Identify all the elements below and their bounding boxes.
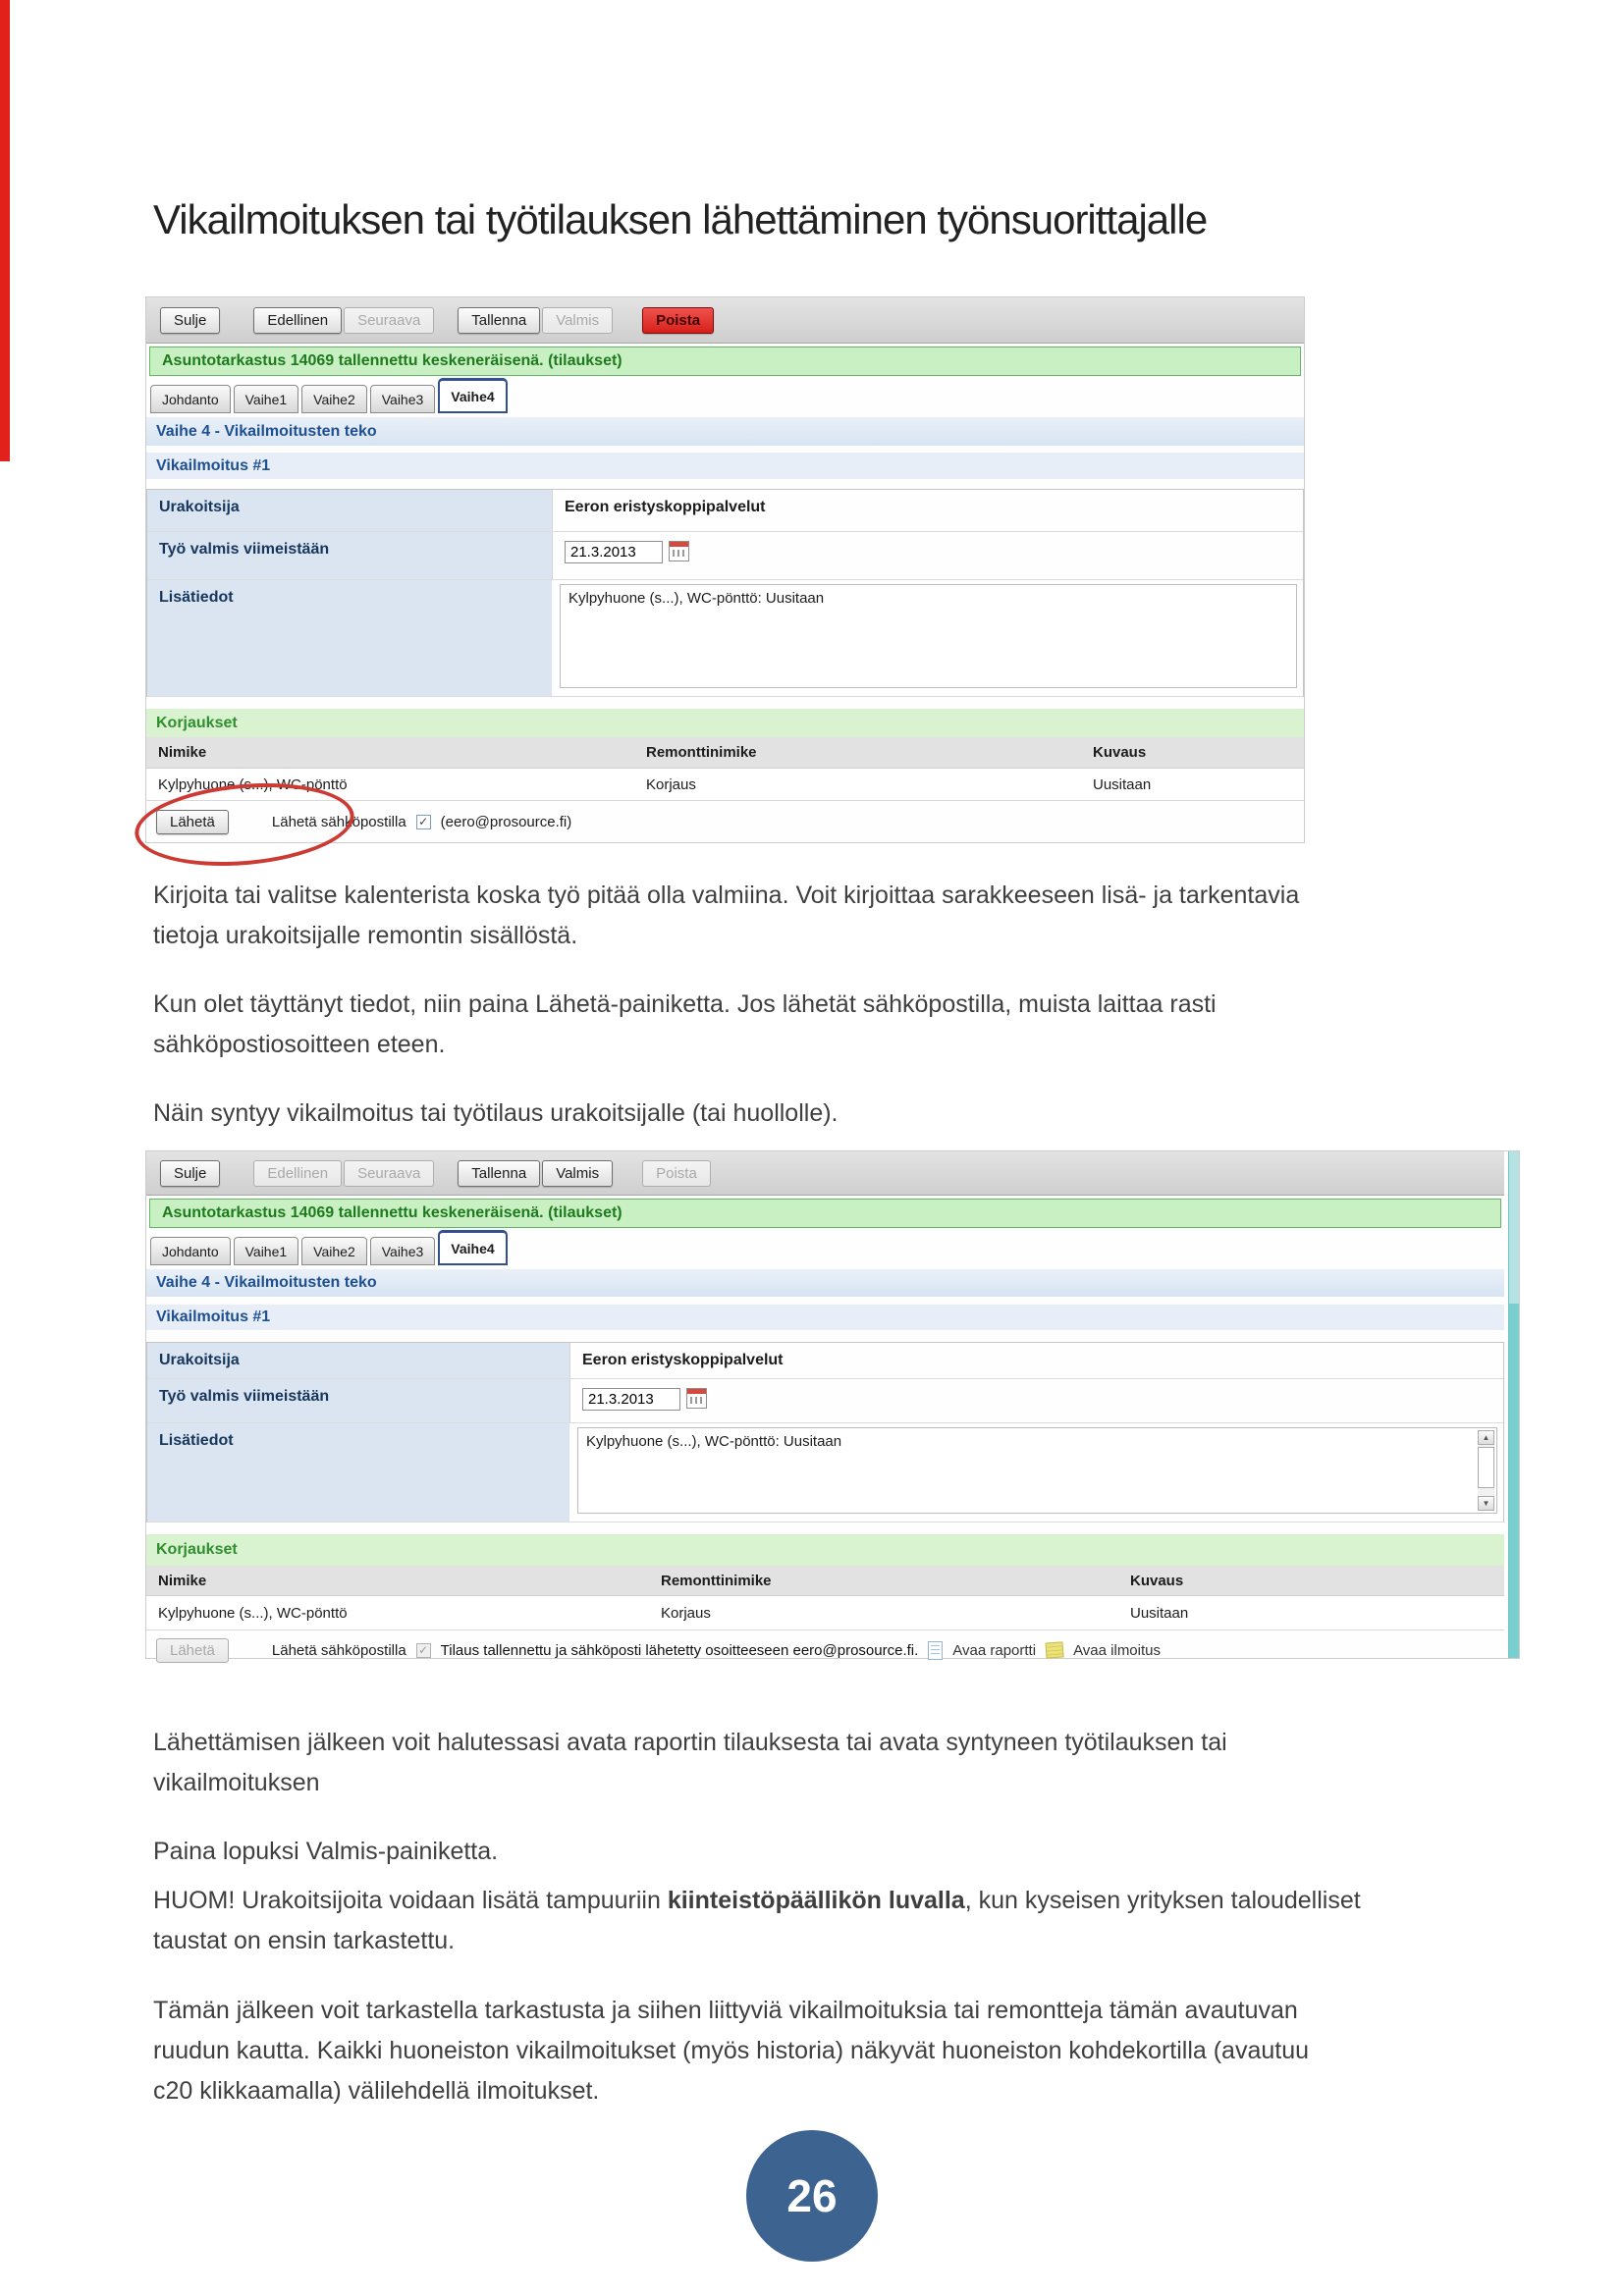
notice-note-icon[interactable] <box>1046 1641 1064 1658</box>
deadline-label: Työ valmis viimeistään <box>147 532 552 579</box>
tab-johdanto[interactable]: Johdanto <box>150 1237 231 1265</box>
column-header: Remonttinimike <box>646 744 757 761</box>
scroll-up-icon[interactable]: ▲ <box>1478 1430 1494 1445</box>
body-paragraph: HUOM! Urakoitsijoita voidaan lisätä tampuuriin kiinteistöpäällikön luvalla, kun kyseisen yrityksen taloudelliset taustat on ensin tarkastettu. <box>153 1887 1361 1954</box>
report-header: Vikailmoitus #1 <box>146 453 1304 479</box>
page-title: Vikailmoituksen tai työtilauksen lähettäminen työnsuorittajalle <box>153 196 1208 242</box>
open-notice-link[interactable]: Avaa ilmoitus <box>1073 1641 1161 1659</box>
tab-bar <box>146 1234 1504 1265</box>
report-document-icon[interactable] <box>928 1641 943 1660</box>
scroll-down-icon[interactable]: ▼ <box>1478 1496 1494 1511</box>
repairs-table-header <box>146 1566 1504 1596</box>
next-button[interactable]: Seuraava <box>344 1160 434 1187</box>
calendar-icon[interactable] <box>669 541 689 561</box>
window-scrollbar[interactable] <box>1508 1151 1519 1658</box>
table-row[interactable]: Kylpyhuone (s...), WC-pönttö Korjaus Uusitaan <box>146 769 1304 801</box>
send-status-text: Tilaus tallennettu ja sähköposti lähetetty osoitteeseen eero@prosource.fi. <box>440 1641 919 1659</box>
column-header: Remonttinimike <box>661 1572 772 1589</box>
repairs-header: Korjaukset <box>146 709 1304 737</box>
body-paragraph: Kirjoita tai valitse kalenterista koska työ pitää olla valmiina. Voit kirjoittaa sarakkeeseen lisä- ja tarkentavia tietoja urakoitsijalle remontin sisällöstä. <box>153 881 1300 949</box>
details-textarea[interactable]: Kylpyhuone (s...), WC-pönttö: Uusitaan ▲ ▼ <box>577 1427 1497 1514</box>
save-button[interactable]: Tallenna <box>458 307 540 334</box>
tab-bar <box>146 382 1304 413</box>
scrollbar-thumb[interactable] <box>1478 1447 1494 1488</box>
email-address-note: (eero@prosource.fi) <box>440 813 572 830</box>
send-button[interactable]: Lähetä <box>156 1638 229 1663</box>
tab-vaihe2[interactable]: Vaihe2 <box>301 1237 367 1265</box>
send-button[interactable]: Lähetä <box>156 810 229 834</box>
deadline-label: Työ valmis viimeistään <box>147 1379 569 1422</box>
delete-button[interactable]: Poista <box>642 307 714 334</box>
tab-vaihe4[interactable]: Vaihe4 <box>438 1230 507 1265</box>
toolbar <box>146 297 1304 344</box>
send-row <box>146 1630 1504 1670</box>
phase-header: Vaihe 4 - Vikailmoitusten teko <box>146 417 1304 446</box>
column-header: Nimike <box>158 744 207 761</box>
column-header: Nimike <box>158 1572 207 1589</box>
tab-vaihe1[interactable]: Vaihe1 <box>234 1237 299 1265</box>
report-header: Vikailmoitus #1 <box>146 1305 1504 1330</box>
deadline-input[interactable] <box>582 1388 680 1411</box>
body-paragraph: Lähettämisen jälkeen voit halutessasi avata raportin tilauksesta tai avata syntyneen työtilauksen tai vikailmoituksen <box>153 1729 1227 1796</box>
form <box>146 489 1304 697</box>
page-number-badge: 26 <box>746 2130 878 2262</box>
send-email-label: Lähetä sähköpostilla <box>271 1641 406 1659</box>
tab-vaihe2[interactable]: Vaihe2 <box>301 385 367 413</box>
column-header: Kuvaus <box>1093 744 1147 761</box>
contractor-label: Urakoitsija <box>147 1343 569 1378</box>
column-header: Kuvaus <box>1130 1572 1184 1589</box>
details-label: Lisätiedot <box>147 580 552 696</box>
previous-button[interactable]: Edellinen <box>253 1160 342 1187</box>
delete-button[interactable]: Poista <box>642 1160 711 1187</box>
contractor-value: Eeron eristyskoppipalvelut <box>569 1343 1503 1378</box>
tab-vaihe4[interactable]: Vaihe4 <box>438 378 507 413</box>
send-row <box>146 801 1304 842</box>
send-email-checkbox[interactable]: ✓ <box>416 1643 431 1658</box>
close-button[interactable]: Sulje <box>160 1160 220 1187</box>
save-button[interactable]: Tallenna <box>458 1160 540 1187</box>
open-report-link[interactable]: Avaa raportti <box>952 1641 1037 1659</box>
finish-button[interactable]: Valmis <box>542 1160 613 1187</box>
status-banner: Asuntotarkastus 14069 tallennettu keskeneräisenä. (tilaukset) <box>149 347 1301 376</box>
tab-johdanto[interactable]: Johdanto <box>150 385 231 413</box>
margin-change-bar <box>0 0 10 461</box>
deadline-input[interactable] <box>565 541 663 563</box>
toolbar <box>146 1151 1504 1196</box>
form <box>146 1342 1504 1522</box>
status-banner: Asuntotarkastus 14069 tallennettu keskeneräisenä. (tilaukset) <box>149 1199 1501 1228</box>
close-button[interactable]: Sulje <box>160 307 220 334</box>
repairs-header: Korjaukset <box>146 1534 1504 1566</box>
finish-button[interactable]: Valmis <box>542 307 613 334</box>
phase-header: Vaihe 4 - Vikailmoitusten teko <box>146 1269 1504 1297</box>
previous-button[interactable]: Edellinen <box>253 307 342 334</box>
tab-vaihe3[interactable]: Vaihe3 <box>370 1237 436 1265</box>
app-screenshot-2 <box>145 1150 1520 1659</box>
send-email-label: Lähetä sähköpostilla <box>271 813 406 830</box>
repairs-table-header <box>146 737 1304 769</box>
table-row[interactable]: Kylpyhuone (s...), WC-pönttö Korjaus Uusitaan <box>146 1596 1504 1630</box>
textarea-scrollbar[interactable] <box>1478 1430 1494 1511</box>
details-textarea[interactable]: Kylpyhuone (s...), WC-pönttö: Uusitaan <box>560 584 1297 688</box>
body-paragraph: Tämän jälkeen voit tarkastella tarkastusta ja siihen liittyviä vikailmoituksia tai remontteja tämän avautuvan ruudun kautta. Kaikki huoneiston vikailmoitukset (myös historia) näkyvät huoneiston kohdekortilla (avautuu c20 klikkaamalla) välilehdellä ilmoitukset. <box>153 1997 1310 2105</box>
send-email-checkbox[interactable]: ✓ <box>416 815 431 829</box>
body-paragraph: Paina lopuksi Valmis-painiketta. <box>153 1838 499 1865</box>
app-screenshot-1 <box>145 296 1305 843</box>
body-paragraph: Näin syntyy vikailmoitus tai työtilaus urakoitsijalle (tai huollolle). <box>153 1099 839 1127</box>
calendar-icon[interactable] <box>686 1388 707 1409</box>
tab-vaihe3[interactable]: Vaihe3 <box>370 385 436 413</box>
contractor-value: Eeron eristyskoppipalvelut <box>552 490 1303 531</box>
next-button[interactable]: Seuraava <box>344 307 434 334</box>
details-label: Lisätiedot <box>147 1423 569 1522</box>
contractor-label: Urakoitsija <box>147 490 552 531</box>
body-paragraph: Kun olet täyttänyt tiedot, niin paina Lähetä-painiketta. Jos lähetät sähköpostilla, muista laittaa rasti sähköpostiosoitteen eteen. <box>153 990 1217 1058</box>
tab-vaihe1[interactable]: Vaihe1 <box>234 385 299 413</box>
